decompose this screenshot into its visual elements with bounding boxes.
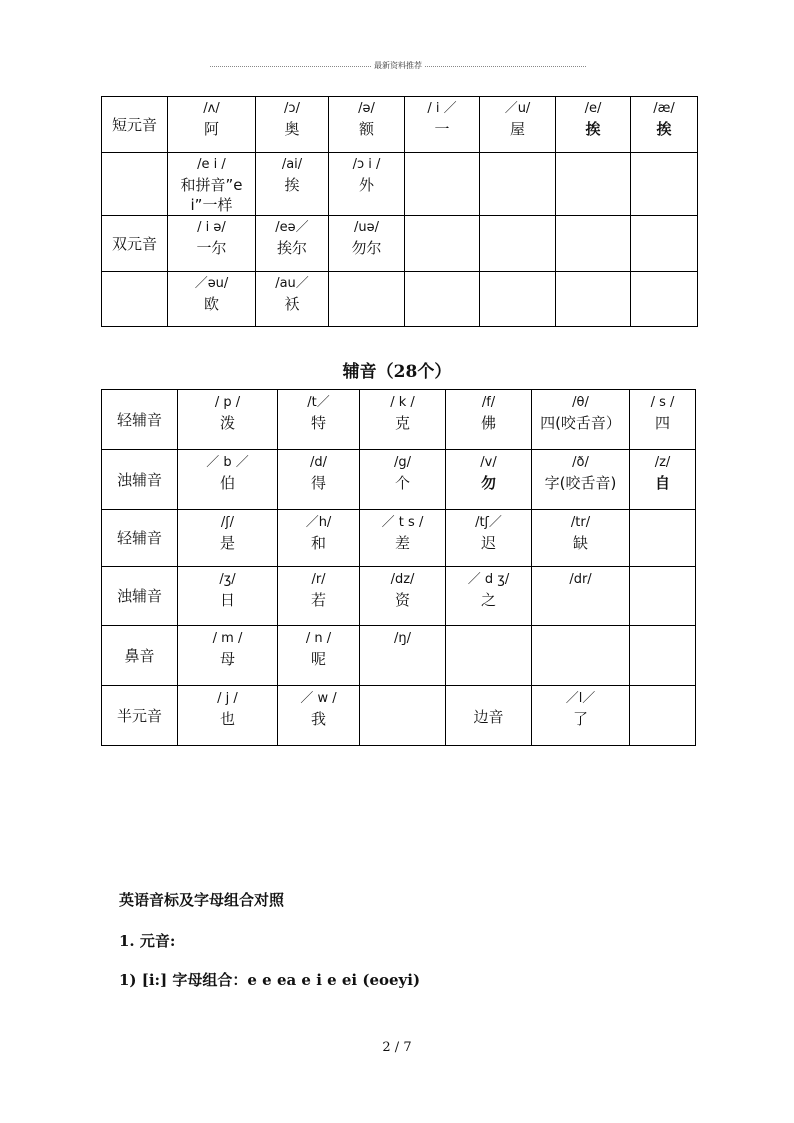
row-label: 双元音	[102, 216, 168, 272]
chinese-approximation: 一尔	[196, 239, 227, 257]
phoneme-cell	[256, 97, 329, 153]
phoneme-cell	[178, 390, 278, 450]
table-row	[102, 567, 696, 626]
chinese-approximation: 资	[394, 591, 410, 609]
page-number: 2 / 7	[382, 1040, 412, 1055]
phoneme-cell	[168, 97, 256, 153]
chinese-approximation: 之	[480, 591, 496, 609]
phonetic-symbol: / n /	[305, 631, 332, 646]
chinese-approximation: 挨尔	[276, 239, 307, 257]
phoneme-cell	[329, 216, 405, 272]
chinese-approximation: 一	[434, 120, 450, 138]
phoneme-cell	[405, 153, 480, 216]
phoneme-cell	[630, 686, 696, 746]
section-title: 英语音标及字母组合对照	[119, 891, 285, 909]
phoneme-cell	[556, 216, 631, 272]
phoneme-cell	[556, 272, 631, 327]
chinese-approximation: 挨	[284, 176, 300, 194]
phoneme-cell	[630, 450, 696, 510]
chinese-approximation: 挨	[585, 120, 601, 138]
table-row	[102, 97, 698, 153]
phoneme-cell	[329, 272, 405, 327]
phoneme-cell	[168, 272, 256, 327]
phonetic-symbol: /f/	[481, 395, 496, 410]
chinese-approximation: 勿	[480, 474, 496, 492]
phoneme-cell	[360, 510, 446, 567]
chinese-approximation-line2: i”一样	[190, 196, 233, 214]
phonetic-symbol: /ŋ/	[394, 631, 411, 646]
chinese-approximation: 差	[394, 534, 410, 552]
phoneme-cell	[278, 450, 360, 510]
table-row	[102, 216, 698, 272]
phoneme-cell	[532, 626, 630, 686]
phonetic-symbol: / i ／	[427, 101, 457, 116]
phoneme-cell	[178, 626, 278, 686]
chinese-approximation: 个	[394, 474, 410, 492]
chinese-approximation: 勿尔	[351, 239, 382, 257]
phonetic-symbol: ／ w /	[300, 691, 337, 706]
chinese-approximation: 伯	[219, 474, 235, 492]
chinese-approximation: 字(咬舌音)	[544, 474, 617, 492]
table-row	[102, 686, 696, 746]
phonetic-symbol: / j /	[217, 691, 238, 706]
phoneme-cell	[446, 567, 532, 626]
chinese-approximation: 若	[310, 591, 326, 609]
phonetic-symbol: /ɔ i /	[352, 157, 381, 172]
chinese-approximation: 佛	[480, 414, 496, 432]
chinese-approximation: 是	[219, 534, 235, 552]
phoneme-cell	[256, 216, 329, 272]
consonant-table	[101, 389, 696, 746]
row-label: 短元音	[102, 97, 168, 153]
phonetic-symbol: /d/	[309, 455, 327, 470]
row-label: 轻辅音	[102, 390, 178, 450]
phonetic-symbol: /e i /	[197, 157, 226, 172]
phonetic-symbol: / s /	[650, 395, 675, 410]
chinese-approximation: 日	[219, 591, 235, 609]
phoneme-cell	[178, 686, 278, 746]
phonetic-symbol: /ʃ/	[220, 515, 235, 530]
phoneme-cell	[360, 390, 446, 450]
phonetic-symbol: ／ b ／	[206, 455, 249, 470]
page-header	[210, 58, 586, 72]
phoneme-cell	[278, 626, 360, 686]
chinese-approximation: 母	[219, 650, 235, 668]
phonetic-symbol: /θ/	[572, 395, 589, 410]
consonant-title: 辅音（28个）	[342, 362, 452, 382]
chinese-approximation: 四	[654, 414, 670, 432]
row-label: 浊辅音	[102, 567, 178, 626]
phonetic-symbol: /ai/	[281, 157, 303, 172]
phoneme-cell	[532, 686, 630, 746]
phonetic-symbol: / k /	[390, 395, 415, 410]
table-row	[102, 390, 696, 450]
phonetic-symbol: /tr/	[570, 515, 591, 530]
chinese-approximation: 额	[358, 120, 374, 138]
phoneme-cell	[360, 450, 446, 510]
phoneme-cell	[329, 97, 405, 153]
phonetic-symbol: /ɔ/	[284, 101, 300, 116]
vowel-item-1: 1) [i:] 字母组合：e e ea e i e ei (eoeyi)	[119, 971, 421, 989]
phoneme-cell	[446, 510, 532, 567]
phoneme-cell	[256, 272, 329, 327]
phoneme-cell	[630, 626, 696, 686]
phonetic-symbol: ／h/	[305, 515, 332, 530]
phonetic-symbol: /ə/	[358, 101, 375, 116]
header-rule-right	[425, 66, 586, 67]
phoneme-cell	[631, 272, 698, 327]
row-label	[102, 272, 168, 327]
phoneme-cell	[630, 510, 696, 567]
phoneme-cell	[446, 390, 532, 450]
table-row	[102, 510, 696, 567]
phoneme-cell	[360, 686, 446, 746]
phoneme-cell	[446, 450, 532, 510]
chinese-approximation: 我	[310, 710, 326, 728]
phoneme-cell	[480, 153, 556, 216]
phoneme-cell	[278, 686, 360, 746]
chinese-approximation: 呢	[310, 650, 326, 668]
chinese-approximation: 和拼音”e	[180, 176, 243, 194]
phonetic-symbol: /au／	[275, 276, 309, 291]
phoneme-cell	[630, 567, 696, 626]
phoneme-cell	[631, 216, 698, 272]
phonetic-symbol: /v/	[480, 455, 497, 470]
phonetic-symbol: /e/	[584, 101, 602, 116]
phoneme-cell	[178, 450, 278, 510]
row-label: 浊辅音	[102, 450, 178, 510]
phonetic-symbol: ／əu/	[194, 276, 229, 291]
phonetic-symbol: ／u/	[504, 101, 531, 116]
phonetic-symbol: /t／	[307, 395, 330, 410]
phoneme-cell	[405, 272, 480, 327]
phoneme-cell	[360, 567, 446, 626]
chinese-approximation: 特	[310, 414, 326, 432]
phoneme-cell	[168, 153, 256, 216]
phoneme-cell	[631, 97, 698, 153]
row-label: 轻辅音	[102, 510, 178, 567]
phoneme-cell	[480, 97, 556, 153]
phonetic-symbol: ／ d ʒ/	[467, 572, 510, 587]
phonetic-symbol: /uə/	[354, 220, 379, 235]
phoneme-cell	[532, 567, 630, 626]
phonetic-symbol: /ʒ/	[219, 572, 236, 587]
phonetic-symbol: /r/	[311, 572, 326, 587]
phonetic-symbol: / m /	[212, 631, 243, 646]
phonetic-symbol: ／l／	[565, 691, 596, 706]
chinese-approximation: 缺	[572, 534, 588, 552]
phoneme-cell	[256, 153, 329, 216]
phoneme-cell	[329, 153, 405, 216]
subsection-title: 1. 元音:	[119, 932, 176, 950]
phoneme-cell	[405, 97, 480, 153]
chinese-approximation: 四(咬舌音）	[540, 414, 621, 432]
phoneme-cell	[532, 510, 630, 567]
table-row	[102, 626, 696, 686]
phoneme-cell	[532, 450, 630, 510]
phoneme-cell	[278, 567, 360, 626]
header-text: 最新资料推荐	[374, 60, 422, 70]
phonetic-symbol: /ʌ/	[203, 101, 220, 116]
phonetic-symbol: /ð/	[572, 455, 589, 470]
phoneme-cell	[630, 390, 696, 450]
phoneme-cell	[446, 686, 532, 746]
phoneme-cell	[178, 567, 278, 626]
phoneme-cell	[360, 626, 446, 686]
phonetic-symbol: /dz/	[390, 572, 415, 587]
phonetic-symbol: /dr/	[569, 572, 592, 587]
phonetic-symbol: / i ə/	[197, 220, 226, 235]
phoneme-cell	[532, 390, 630, 450]
phoneme-cell	[168, 216, 256, 272]
phonetic-symbol: /tʃ／	[475, 515, 502, 530]
vowel-table	[101, 96, 698, 327]
phoneme-cell	[556, 153, 631, 216]
chinese-approximation: 袄	[284, 295, 300, 313]
table-row	[102, 450, 696, 510]
chinese-approximation: 也	[219, 710, 235, 728]
chinese-approximation: 迟	[480, 534, 496, 552]
chinese-approximation: 外	[358, 176, 374, 194]
phoneme-cell	[446, 626, 532, 686]
chinese-approximation: 奥	[284, 120, 300, 138]
phoneme-cell	[278, 510, 360, 567]
phoneme-cell	[631, 153, 698, 216]
chinese-approximation: 边音	[473, 708, 504, 726]
table-row	[102, 272, 698, 327]
chinese-approximation: 阿	[203, 120, 219, 138]
phonetic-symbol: /g/	[393, 455, 411, 470]
row-label: 鼻音	[102, 626, 178, 686]
phonetic-symbol: ／ t s /	[381, 515, 424, 530]
phonetic-symbol: / p /	[214, 395, 241, 410]
phoneme-cell	[405, 216, 480, 272]
chinese-approximation: 自	[654, 474, 670, 492]
phonetic-symbol: /æ/	[653, 101, 675, 116]
phoneme-cell	[278, 390, 360, 450]
phoneme-cell	[556, 97, 631, 153]
header-rule-left	[210, 66, 371, 67]
chinese-approximation: 得	[310, 474, 326, 492]
chinese-approximation: 挨	[656, 120, 672, 138]
phoneme-cell	[480, 216, 556, 272]
phoneme-cell	[480, 272, 556, 327]
phoneme-cell	[178, 510, 278, 567]
chinese-approximation: 克	[394, 414, 410, 432]
chinese-approximation: 了	[572, 710, 588, 728]
phonetic-symbol: /eə／	[275, 220, 309, 235]
chinese-approximation: 欧	[203, 295, 219, 313]
row-label	[102, 153, 168, 216]
chinese-approximation: 屋	[509, 120, 525, 138]
phonetic-symbol: /z/	[654, 455, 671, 470]
chinese-approximation: 和	[310, 534, 326, 552]
chinese-approximation: 泼	[219, 414, 235, 432]
table-row	[102, 153, 698, 216]
row-label: 半元音	[102, 686, 178, 746]
